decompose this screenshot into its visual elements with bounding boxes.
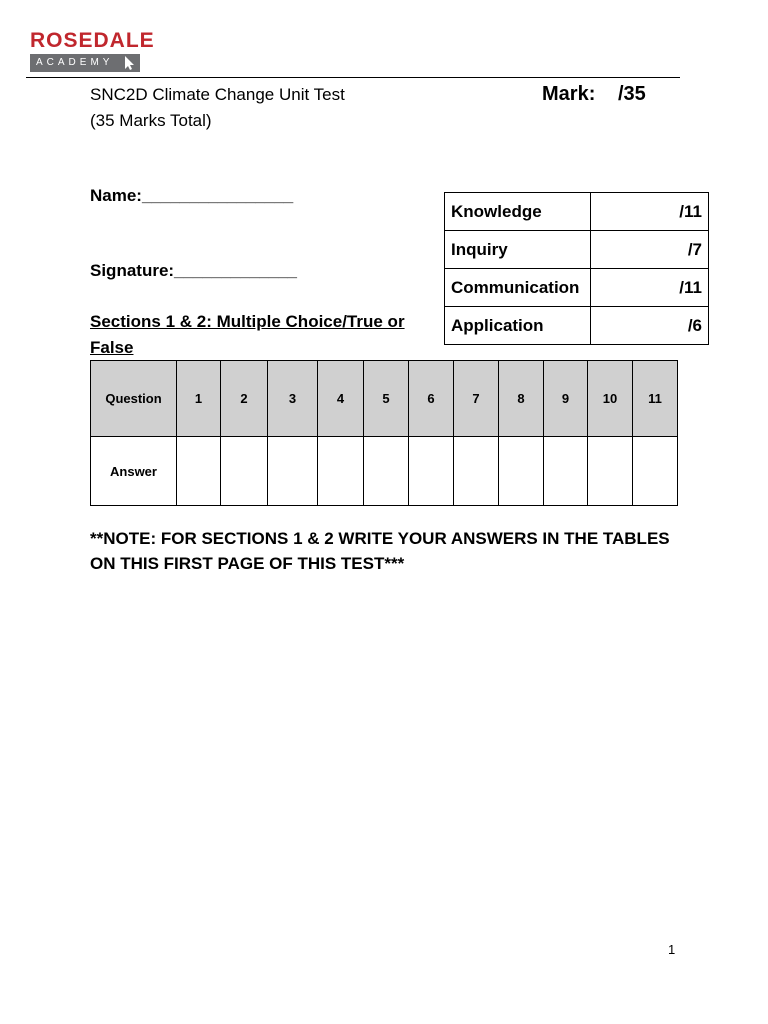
answer-cell[interactable] xyxy=(221,437,268,506)
question-row xyxy=(91,361,678,437)
question-number: 6 xyxy=(409,361,454,437)
question-number: 3 xyxy=(268,361,318,437)
sections-heading: Sections 1 & 2: Multiple Choice/True or xyxy=(90,312,405,331)
answer-cell[interactable] xyxy=(268,437,318,506)
answer-cell[interactable] xyxy=(409,437,454,506)
instruction-note xyxy=(90,526,690,576)
mark-value: /35 xyxy=(618,83,646,105)
question-number: 10 xyxy=(588,361,633,437)
answer-cell[interactable] xyxy=(544,437,588,506)
question-number: 5 xyxy=(364,361,409,437)
answer-header: Answer xyxy=(91,437,177,506)
marks-value: /6 xyxy=(591,307,709,345)
logo-subtitle: ACADEMY xyxy=(30,54,140,72)
sections-heading-cont: False xyxy=(90,338,134,357)
logo-wordmark: ROSEDALE xyxy=(30,29,155,52)
signature-field[interactable]: Signature:_____________ xyxy=(90,261,297,280)
question-number: 9 xyxy=(544,361,588,437)
answer-cell[interactable] xyxy=(364,437,409,506)
name-field[interactable]: Name:________________ xyxy=(90,186,294,205)
marks-value: /7 xyxy=(591,231,709,269)
marks-value: /11 xyxy=(591,193,709,231)
question-header: Question xyxy=(91,361,177,437)
question-number: 2 xyxy=(221,361,268,437)
header-rule xyxy=(26,77,680,78)
marks-category: Inquiry xyxy=(445,231,591,269)
marks-row xyxy=(445,231,709,269)
test-title: SNC2D Climate Change Unit Test xyxy=(90,85,345,104)
marks-row xyxy=(445,269,709,307)
answer-cell[interactable] xyxy=(454,437,499,506)
mark-label: Mark: xyxy=(542,83,596,105)
answer-cell[interactable] xyxy=(177,437,221,506)
answer-cell[interactable] xyxy=(588,437,633,506)
total-marks: (35 Marks Total) xyxy=(90,111,212,130)
answer-cell[interactable] xyxy=(318,437,364,506)
cursor-icon xyxy=(120,54,140,72)
page-number: 1 xyxy=(668,942,676,957)
answer-table xyxy=(90,360,678,506)
question-number: 8 xyxy=(499,361,544,437)
question-number: 1 xyxy=(177,361,221,437)
marks-row xyxy=(445,193,709,231)
question-number: 11 xyxy=(633,361,678,437)
marks-row xyxy=(445,307,709,345)
note-line: ON THIS FIRST PAGE OF THIS TEST*** xyxy=(90,554,405,573)
note-line: **NOTE: FOR SECTIONS 1 & 2 WRITE YOUR ANSWERS IN THE TABLES xyxy=(90,529,670,548)
marks-category: Communication xyxy=(445,269,591,307)
answer-cell[interactable] xyxy=(633,437,678,506)
marks-category: Application xyxy=(445,307,591,345)
marks-breakdown-table xyxy=(444,192,709,345)
answer-row xyxy=(91,437,678,506)
question-number: 4 xyxy=(318,361,364,437)
marks-value: /11 xyxy=(591,269,709,307)
marks-category: Knowledge xyxy=(445,193,591,231)
question-number: 7 xyxy=(454,361,499,437)
answer-cell[interactable] xyxy=(499,437,544,506)
